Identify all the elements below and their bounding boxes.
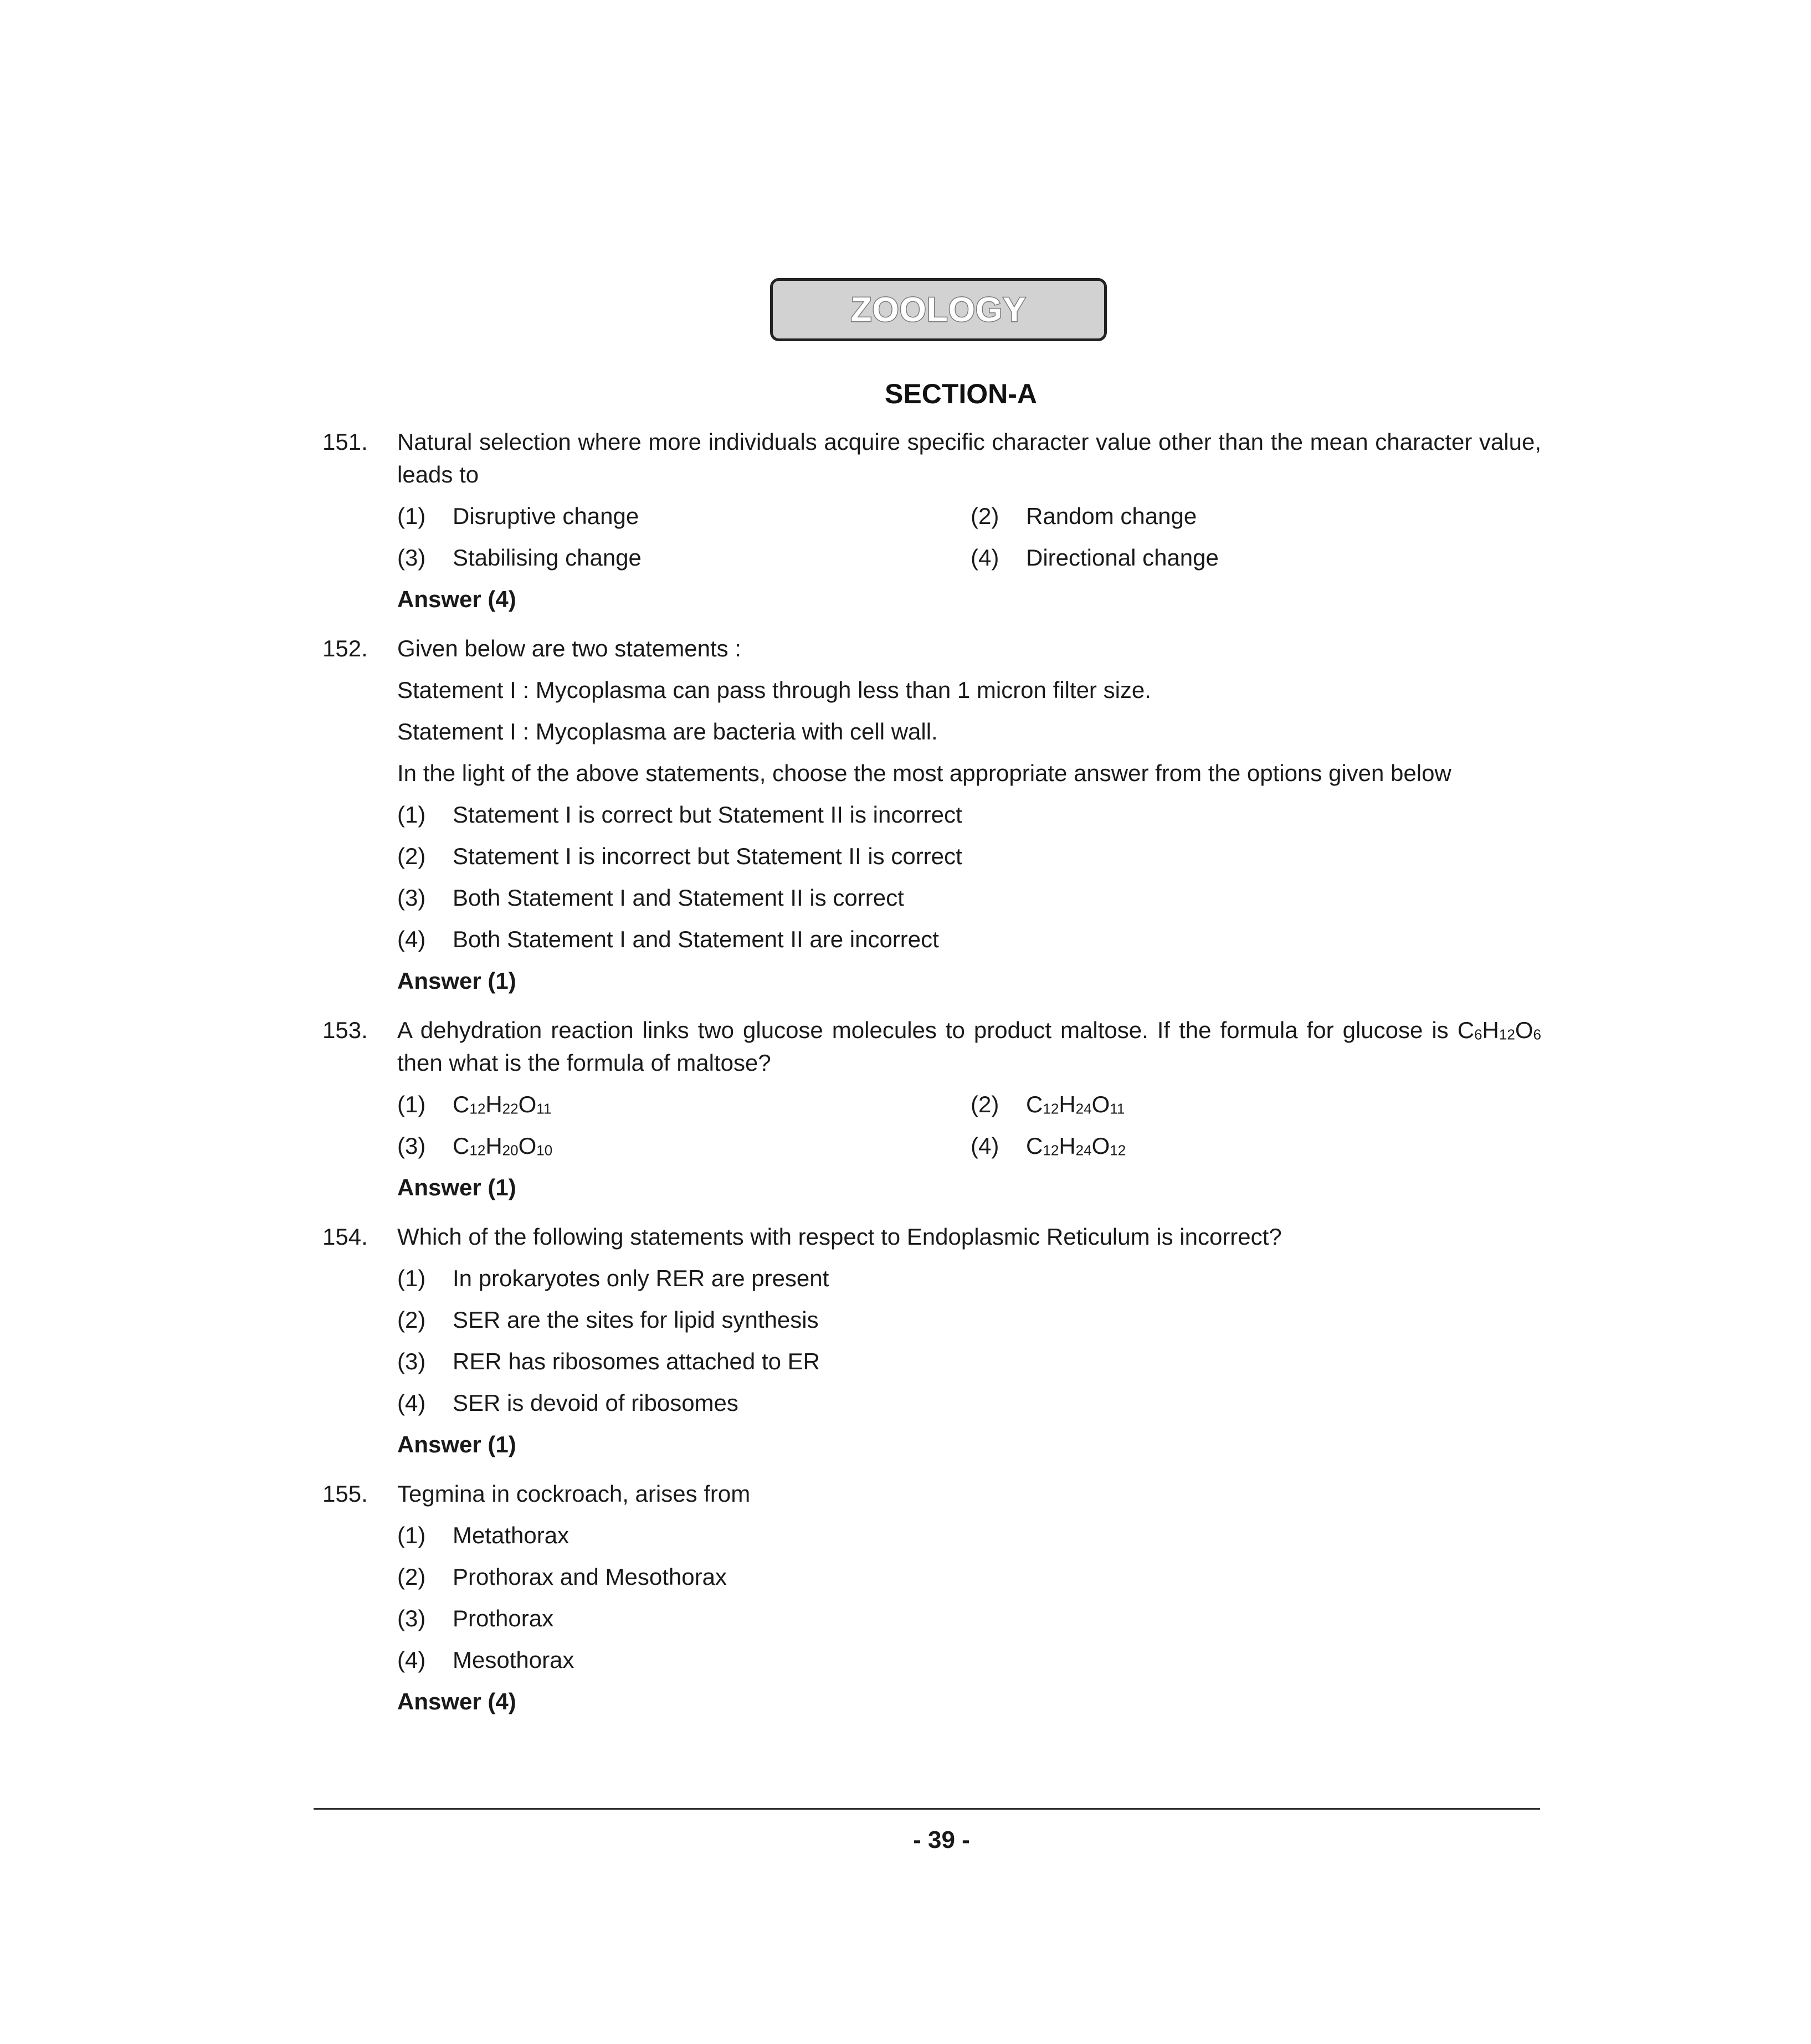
option-number: (4) — [971, 1133, 999, 1159]
question-153 — [322, 1014, 1541, 1204]
option-2 — [397, 1560, 1541, 1593]
option-text: Stabilising change — [453, 545, 642, 571]
question-151 — [322, 425, 1541, 615]
option-number: (3) — [397, 1133, 426, 1159]
option-1 — [397, 500, 971, 532]
question-instruction: In the light of the above statements, choose the most appropriate answer from the options given below — [397, 760, 1451, 786]
option-1 — [397, 1262, 1541, 1295]
statement-one: Statement I : Mycoplasma can pass through less than 1 micron filter size. — [397, 677, 1151, 703]
option-4 — [397, 1644, 1541, 1676]
option-text: Metathorax — [453, 1522, 570, 1548]
option-number: (2) — [397, 1307, 426, 1333]
option-text: Random change — [1026, 503, 1197, 529]
option-number: (3) — [397, 1605, 426, 1631]
option-number: (4) — [397, 1647, 426, 1673]
options-list — [397, 798, 1541, 956]
answer-key: Answer (4) — [397, 1688, 516, 1714]
options-grid — [397, 1088, 1541, 1162]
option-number: (2) — [397, 1564, 426, 1590]
question-number: 151. — [322, 429, 368, 455]
option-number: (4) — [397, 1390, 426, 1416]
option-text: Statement I is incorrect but Statement II is correct — [453, 843, 962, 869]
answer-key: Answer (1) — [397, 968, 516, 994]
option-4 — [971, 1129, 1525, 1162]
footer-divider — [314, 1808, 1540, 1810]
page-number: - 39 - — [913, 1826, 970, 1853]
question-stem: Natural selection where more individuals acquire specific character value other than the mean character value, leads to — [397, 429, 1541, 487]
option-number: (2) — [971, 1091, 999, 1117]
option-number: (4) — [971, 545, 999, 571]
option-3 — [397, 881, 1541, 914]
option-1 — [397, 1088, 971, 1121]
option-number: (1) — [397, 1091, 426, 1117]
option-number: (1) — [397, 1265, 426, 1291]
option-number: (2) — [971, 503, 999, 529]
answer-key: Answer (4) — [397, 586, 516, 612]
option-text: Mesothorax — [453, 1647, 574, 1673]
option-text: Prothorax — [453, 1605, 554, 1631]
option-number: (3) — [397, 1348, 426, 1374]
option-number: (2) — [397, 843, 426, 869]
option-number: (3) — [397, 545, 426, 571]
question-list — [322, 425, 1541, 1734]
question-154 — [322, 1220, 1541, 1461]
option-number: (4) — [397, 926, 426, 952]
options-list — [397, 1519, 1541, 1676]
option-formula: $C_{12}H_{24}O_{12}$ — [1026, 1133, 1126, 1159]
option-3 — [397, 1129, 971, 1162]
question-stem — [397, 1014, 1541, 1079]
option-text: SER are the sites for lipid synthesis — [453, 1307, 819, 1333]
option-text: SER is devoid of ribosomes — [453, 1390, 738, 1416]
option-4 — [397, 923, 1541, 956]
option-text: Both Statement I and Statement II is correct — [453, 885, 904, 911]
option-formula: $C_{12}H_{20}O_{10}$ — [453, 1133, 553, 1159]
option-text: RER has ribosomes attached to ER — [453, 1348, 820, 1374]
option-2 — [397, 840, 1541, 872]
option-number: (1) — [397, 1522, 426, 1548]
option-4 — [397, 1386, 1541, 1419]
question-number: 155. — [322, 1481, 368, 1507]
question-stem: Given below are two statements : — [397, 635, 741, 661]
subject-title: ZOOLOGY — [850, 290, 1027, 329]
question-number: 154. — [322, 1224, 368, 1250]
statement-two: Statement I : Mycoplasma are bacteria with cell wall. — [397, 718, 938, 744]
option-number: (1) — [397, 802, 426, 828]
option-formula: $C_{12}H_{24}O_{11}$ — [1026, 1091, 1125, 1117]
option-3 — [397, 541, 971, 574]
option-1 — [397, 798, 1541, 831]
option-text: Directional change — [1026, 545, 1219, 571]
stem-text: then what is the formula of maltose? — [397, 1050, 771, 1076]
question-number: 153. — [322, 1017, 368, 1043]
option-text: Both Statement I and Statement II are incorrect — [453, 926, 939, 952]
option-2 — [397, 1303, 1541, 1336]
option-3 — [397, 1602, 1541, 1635]
option-formula: $C_{12}H_{22}O_{11}$ — [453, 1091, 552, 1117]
option-1 — [397, 1519, 1541, 1552]
question-stem: Tegmina in cockroach, arises from — [397, 1481, 751, 1507]
section-heading: SECTION-A — [885, 378, 1037, 409]
option-text: Prothorax and Mesothorax — [453, 1564, 727, 1590]
option-4 — [971, 541, 1525, 574]
option-2 — [971, 1088, 1525, 1121]
question-stem: Which of the following statements with respect to Endoplasmic Reticulum is incorrect? — [397, 1224, 1282, 1250]
options-list — [397, 1262, 1541, 1419]
option-text: In prokaryotes only RER are present — [453, 1265, 829, 1291]
option-number: (1) — [397, 503, 426, 529]
option-number: (3) — [397, 885, 426, 911]
options-grid — [397, 500, 1541, 574]
question-152 — [322, 632, 1541, 997]
option-text: Statement I is correct but Statement II is incorrect — [453, 802, 962, 828]
question-155 — [322, 1477, 1541, 1718]
option-3 — [397, 1345, 1541, 1378]
question-number: 152. — [322, 635, 368, 661]
answer-key: Answer (1) — [397, 1431, 516, 1457]
option-2 — [971, 500, 1525, 532]
chemical-formula: $C_6H_{12}O_6$ — [1457, 1017, 1541, 1043]
stem-text: A dehydration reaction links two glucose molecules to product maltose. If the formula for glucose is — [397, 1017, 1458, 1043]
answer-key: Answer (1) — [397, 1174, 516, 1200]
subject-banner — [770, 278, 1107, 341]
option-text: Disruptive change — [453, 503, 639, 529]
